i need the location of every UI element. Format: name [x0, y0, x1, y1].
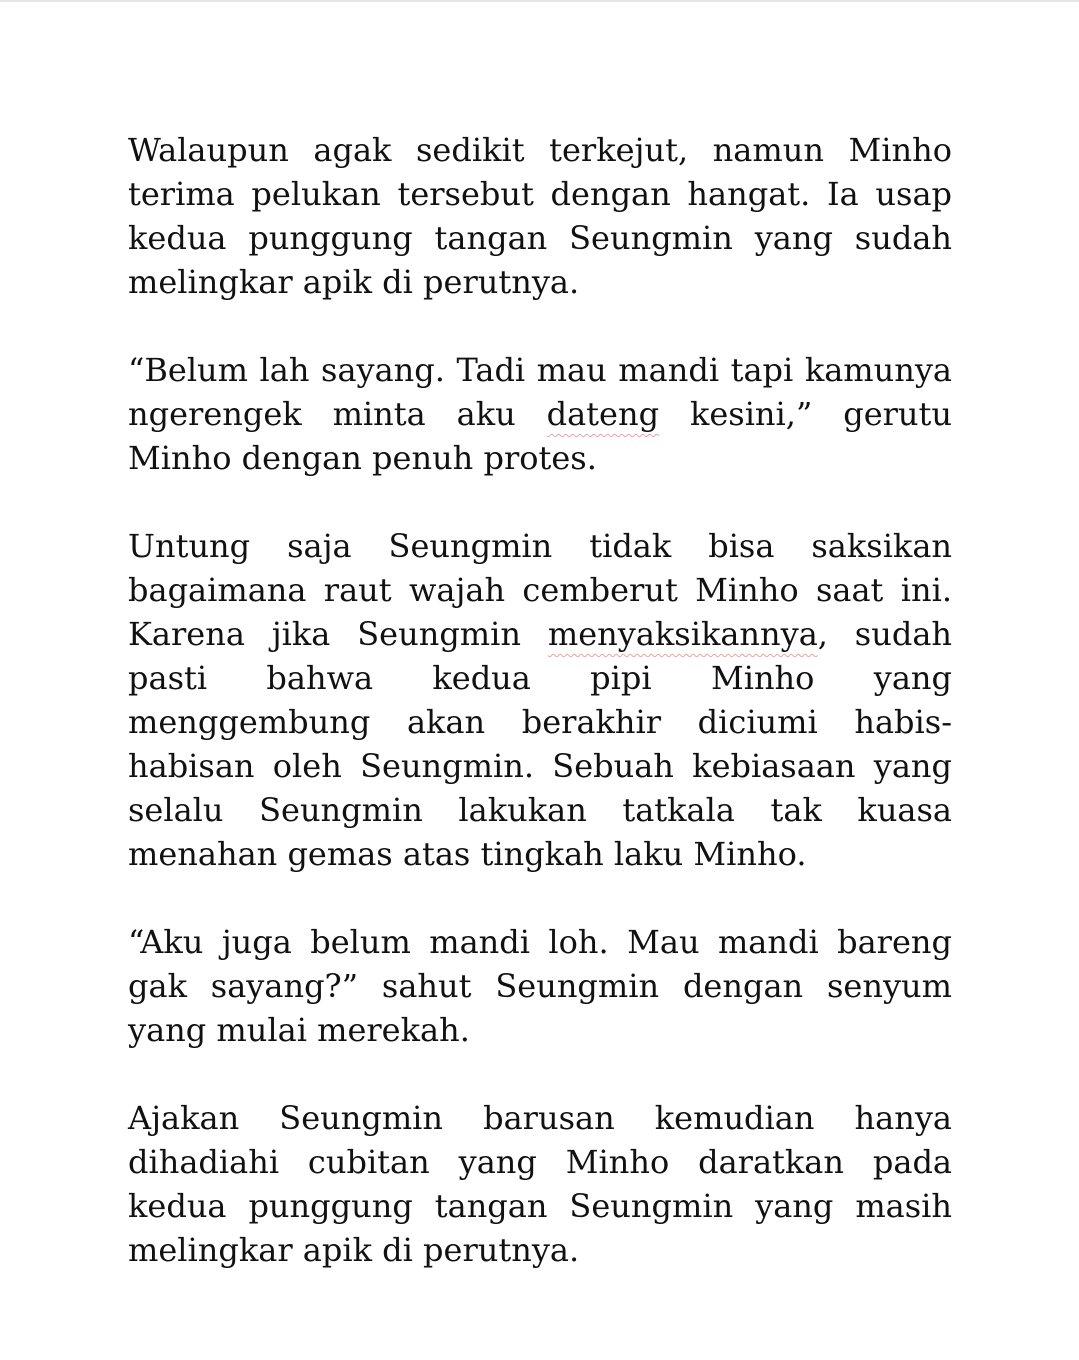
document-body[interactable]	[128, 128, 952, 1272]
paragraph-2	[128, 348, 952, 480]
spellcheck-flagged-word[interactable]: dateng	[546, 395, 660, 433]
paragraph-3	[128, 524, 952, 876]
paragraph-2-text-after: kesini,” gerutu Minho dengan penuh protes.	[128, 395, 953, 477]
paragraph-4: “Aku juga belum mandi loh. Mau mandi bareng gak sayang?” sahut Seungmin dengan senyum yang mulai merekah.	[128, 923, 952, 1049]
paragraph-2-text-before: “Belum lah sayang. Tadi mau mandi tapi kamunya ngerengek minta aku	[128, 351, 952, 433]
spellcheck-flagged-word[interactable]: menyaksikannya	[547, 615, 818, 653]
paragraph-1: Walaupun agak sedikit terkejut, namun Minho terima pelukan tersebut dengan hangat. Ia usap kedua punggung tangan Seungmin yang sudah melingkar apik di perutnya.	[128, 131, 952, 301]
paragraph-5: Ajakan Seungmin barusan kemudian hanya dihadiahi cubitan yang Minho daratkan pada kedua punggung tangan Seungmin yang masih melingkar apik di perutnya.	[128, 1099, 952, 1269]
paragraph-3-text-before: Untung saja Seungmin tidak bisa saksikan bagaimana raut wajah cemberut Minho saat ini. Karena jika Seungmin	[128, 527, 952, 653]
paragraph-3-text-after: , sudah pasti bahwa kedua pipi Minho yang menggembung akan berakhir diciumi habis-habisan oleh Seungmin. Sebuah kebiasaan yang selalu Seungmin lakukan tatkala tak kuasa menahan gemas atas tingkah laku Minho.	[128, 615, 953, 873]
top-divider	[0, 0, 1079, 2]
